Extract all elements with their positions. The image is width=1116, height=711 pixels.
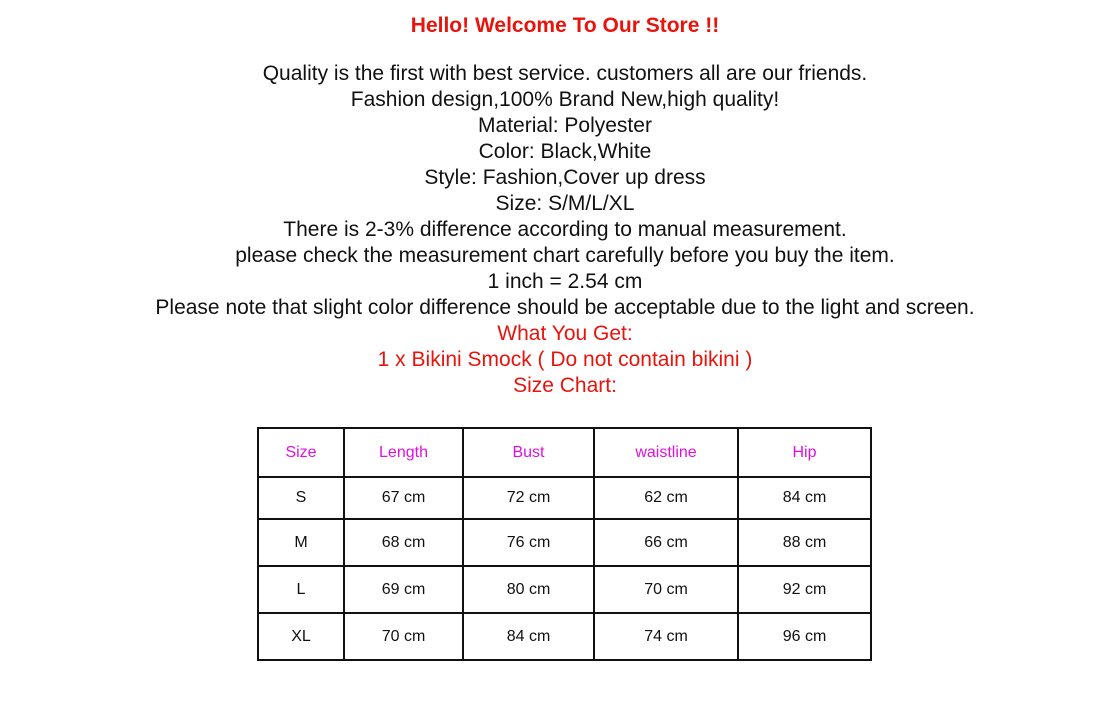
color-line: Color: Black,White — [478, 140, 652, 163]
size-chart-table — [257, 427, 872, 661]
table-cell: 88 cm — [738, 519, 871, 566]
product-description — [0, 61, 1116, 399]
table-cell: 69 cm — [344, 566, 463, 613]
table-cell: 70 cm — [344, 613, 463, 660]
table-cell: 96 cm — [738, 613, 871, 660]
table-cell: 68 cm — [344, 519, 463, 566]
table-cell: M — [258, 519, 344, 566]
what-you-get-heading: What You Get: — [497, 322, 633, 345]
description-line: Quality is the first with best service. customers all are our friends. — [262, 62, 868, 85]
table-cell: 70 cm — [594, 566, 738, 613]
size-line: Size: S/M/L/XL — [495, 192, 635, 215]
description-line: please check the measurement chart carefully before you buy the item. — [235, 244, 895, 267]
table-cell: S — [258, 477, 344, 519]
table-row — [258, 613, 871, 660]
table-cell: XL — [258, 613, 344, 660]
table-cell: 76 cm — [463, 519, 594, 566]
conversion-line: 1 inch = 2.54 cm — [487, 270, 643, 293]
header-size: Size — [258, 428, 344, 477]
header-bust: Bust — [463, 428, 594, 477]
material-line: Material: Polyester — [478, 114, 652, 137]
table-row — [258, 477, 871, 519]
size-chart-heading: Size Chart: — [513, 374, 617, 397]
table-cell: 62 cm — [594, 477, 738, 519]
table-header-row — [258, 428, 871, 477]
table-cell: 80 cm — [463, 566, 594, 613]
table-row — [258, 566, 871, 613]
header-length: Length — [344, 428, 463, 477]
table-cell: 84 cm — [463, 613, 594, 660]
table-cell: 67 cm — [344, 477, 463, 519]
header-waistline: waistline — [594, 428, 738, 477]
header-hip: Hip — [738, 428, 871, 477]
table-row — [258, 519, 871, 566]
description-line: Please note that slight color difference should be acceptable due to the light and screen. — [155, 296, 975, 319]
table-cell: 72 cm — [463, 477, 594, 519]
package-contents-line: 1 x Bikini Smock ( Do not contain bikini ) — [377, 348, 753, 371]
description-line: There is 2-3% difference according to manual measurement. — [283, 218, 847, 241]
description-line: Fashion design,100% Brand New,high quality! — [350, 88, 780, 111]
table-cell: 92 cm — [738, 566, 871, 613]
table-cell: L — [258, 566, 344, 613]
style-line: Style: Fashion,Cover up dress — [424, 166, 706, 189]
table-cell: 84 cm — [738, 477, 871, 519]
table-cell: 74 cm — [594, 613, 738, 660]
store-welcome-title: Hello! Welcome To Our Store !! — [410, 14, 720, 37]
table-cell: 66 cm — [594, 519, 738, 566]
